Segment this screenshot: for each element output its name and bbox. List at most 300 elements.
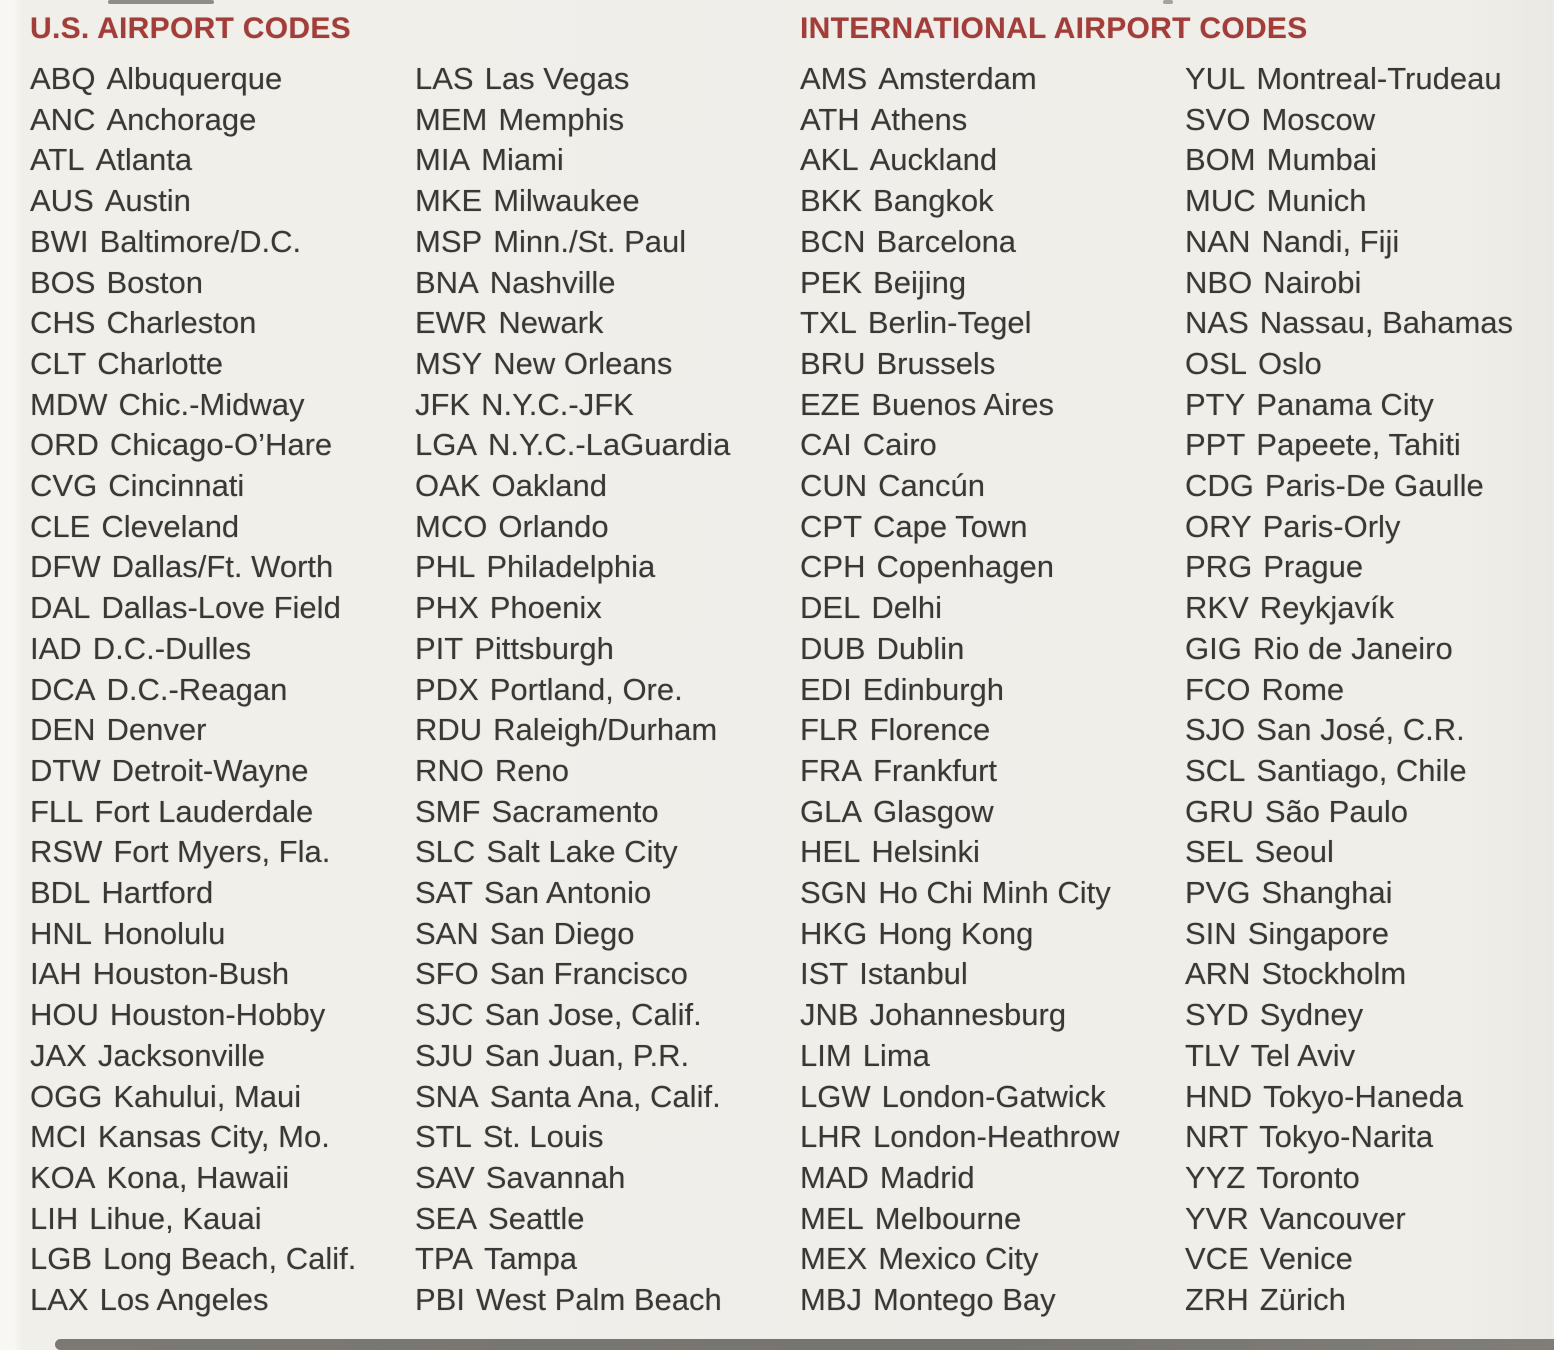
airport-city: Detroit-Wayne bbox=[111, 752, 309, 788]
airport-city: Helsinki bbox=[871, 834, 980, 870]
airport-entry bbox=[30, 263, 415, 304]
airport-city: Houston-Bush bbox=[92, 956, 290, 992]
airport-code: FRA bbox=[800, 752, 862, 788]
airport-entry bbox=[800, 1036, 1185, 1077]
airport-code: SGN bbox=[800, 875, 868, 911]
airport-entry bbox=[1185, 1117, 1554, 1158]
airport-code: TLV bbox=[1185, 1037, 1240, 1073]
airport-city: West Palm Beach bbox=[475, 1282, 722, 1318]
airport-entry bbox=[800, 629, 1185, 670]
airport-entry bbox=[30, 1199, 415, 1240]
airport-city: Boston bbox=[106, 264, 203, 300]
airport-city: Charleston bbox=[106, 305, 257, 341]
airport-entry bbox=[30, 385, 415, 426]
airport-code: SAN bbox=[415, 915, 479, 951]
airport-entry bbox=[30, 873, 415, 914]
airport-city: Raleigh/Durham bbox=[493, 712, 718, 748]
airport-city: Tel Aviv bbox=[1250, 1037, 1356, 1073]
section-title-us: U.S. AIRPORT CODES bbox=[30, 12, 351, 45]
airport-code: DCA bbox=[30, 671, 96, 707]
airport-city: Toronto bbox=[1256, 1159, 1360, 1195]
airport-entry bbox=[415, 588, 800, 629]
airport-city: Phoenix bbox=[489, 590, 602, 626]
airport-code: MCO bbox=[415, 508, 488, 544]
airport-code: LHR bbox=[800, 1119, 863, 1155]
airport-entry bbox=[415, 914, 800, 955]
airport-entry bbox=[1185, 1239, 1554, 1280]
airport-entry bbox=[800, 588, 1185, 629]
airport-code: MAD bbox=[800, 1159, 869, 1195]
airport-code: MEL bbox=[800, 1200, 864, 1236]
airport-code: ORY bbox=[1185, 508, 1252, 544]
airport-code: SVO bbox=[1185, 101, 1251, 137]
airport-entry bbox=[800, 1199, 1185, 1240]
airport-code: MIA bbox=[415, 142, 471, 178]
airport-city: N.Y.C.-JFK bbox=[481, 386, 634, 422]
airport-entry bbox=[30, 588, 415, 629]
airport-city: Istanbul bbox=[859, 956, 968, 992]
airport-entry bbox=[415, 995, 800, 1036]
airport-code: LIH bbox=[30, 1200, 79, 1236]
airport-code: ORD bbox=[30, 427, 99, 463]
airport-code: BDL bbox=[30, 875, 91, 911]
airport-city: San José, C.R. bbox=[1256, 712, 1465, 748]
airport-city: São Paulo bbox=[1264, 793, 1408, 829]
airport-entry bbox=[30, 914, 415, 955]
airport-code: MCI bbox=[30, 1119, 87, 1155]
airport-entry bbox=[800, 344, 1185, 385]
airport-city: San Jose, Calif. bbox=[484, 997, 702, 1033]
airport-entry bbox=[415, 140, 800, 181]
airport-city: D.C.-Reagan bbox=[106, 671, 288, 707]
airport-city: Minn./St. Paul bbox=[493, 223, 687, 259]
airport-entry bbox=[800, 1077, 1185, 1118]
airport-code: PVG bbox=[1185, 875, 1251, 911]
airport-entry bbox=[800, 385, 1185, 426]
airport-city: N.Y.C.-LaGuardia bbox=[488, 427, 731, 463]
airport-entry bbox=[415, 751, 800, 792]
airport-code: LAS bbox=[415, 61, 474, 96]
airport-city: Cancún bbox=[878, 468, 986, 504]
airport-city: Berlin-Tegel bbox=[867, 305, 1032, 341]
airport-entry bbox=[800, 263, 1185, 304]
airport-code: CPT bbox=[800, 508, 862, 544]
airport-city: New Orleans bbox=[493, 345, 673, 381]
airport-entry bbox=[800, 507, 1185, 548]
airport-code: CLT bbox=[30, 345, 87, 381]
airport-entry bbox=[1185, 588, 1554, 629]
airport-entry bbox=[1185, 181, 1554, 222]
airport-entry bbox=[1185, 914, 1554, 955]
airport-city: Santa Ana, Calif. bbox=[489, 1078, 721, 1114]
airport-code: SJU bbox=[415, 1037, 474, 1073]
airport-entry bbox=[800, 1117, 1185, 1158]
airport-code: SNA bbox=[415, 1078, 479, 1114]
airport-code: ATL bbox=[30, 142, 85, 178]
airport-entry bbox=[415, 873, 800, 914]
airport-city: Long Beach, Calif. bbox=[103, 1241, 357, 1277]
airport-entry bbox=[30, 59, 415, 100]
airport-city: Cape Town bbox=[873, 508, 1028, 544]
airport-entry bbox=[30, 344, 415, 385]
airport-code: OAK bbox=[415, 468, 481, 504]
airport-city: Hong Kong bbox=[878, 915, 1034, 951]
airport-city: Philadelphia bbox=[486, 549, 656, 585]
airport-city: Nassau, Bahamas bbox=[1259, 305, 1514, 341]
airport-entry bbox=[1185, 710, 1554, 751]
airport-entry bbox=[800, 1280, 1185, 1321]
airport-entry bbox=[30, 1239, 415, 1280]
airport-code: DFW bbox=[30, 549, 101, 585]
airport-city: D.C.-Dulles bbox=[92, 630, 252, 666]
airport-city: Tokyo-Haneda bbox=[1263, 1078, 1464, 1114]
airport-code: LAX bbox=[30, 1282, 89, 1318]
airport-city: Hartford bbox=[101, 875, 214, 911]
airport-code: TPA bbox=[415, 1241, 473, 1277]
airport-city: Chicago-O’Hare bbox=[109, 427, 333, 463]
airport-city: St. Louis bbox=[482, 1119, 604, 1155]
airport-entry bbox=[415, 832, 800, 873]
airport-city: Portland, Ore. bbox=[489, 671, 683, 707]
airport-code: FCO bbox=[1185, 671, 1251, 707]
airport-entry bbox=[415, 954, 800, 995]
airport-entry bbox=[800, 995, 1185, 1036]
airport-city: Newark bbox=[498, 305, 604, 341]
airport-code: NRT bbox=[1185, 1119, 1249, 1155]
airport-code: ABQ bbox=[30, 61, 96, 96]
airport-code: GRU bbox=[1185, 793, 1254, 829]
airport-city: Amsterdam bbox=[878, 61, 1037, 96]
airport-code: SAV bbox=[415, 1159, 475, 1195]
airport-city: Buenos Aires bbox=[871, 386, 1054, 422]
airport-code: VCE bbox=[1185, 1241, 1249, 1277]
airport-city: Athens bbox=[870, 101, 968, 137]
airport-city: Venice bbox=[1259, 1241, 1353, 1277]
airport-code: SAT bbox=[415, 875, 473, 911]
airport-entry bbox=[415, 344, 800, 385]
airport-city: Auckland bbox=[869, 142, 998, 178]
airport-entry bbox=[1185, 263, 1554, 304]
airport-city: Fort Lauderdale bbox=[94, 793, 314, 829]
airport-code: PRG bbox=[1185, 549, 1253, 585]
airport-code: SCL bbox=[1185, 752, 1246, 788]
airport-entry bbox=[1185, 1280, 1554, 1321]
airport-city: Dallas/Ft. Worth bbox=[111, 549, 334, 585]
airport-entry bbox=[1185, 1199, 1554, 1240]
airport-city: Cleveland bbox=[101, 508, 240, 544]
airport-city: Milwaukee bbox=[493, 183, 640, 219]
airport-entry bbox=[800, 914, 1185, 955]
airport-city: Lima bbox=[862, 1037, 930, 1073]
airport-code: DUB bbox=[800, 630, 866, 666]
airport-city: Reno bbox=[494, 752, 569, 788]
airport-code: RSW bbox=[30, 834, 103, 870]
airport-entry bbox=[800, 1158, 1185, 1199]
section-international-airport-codes bbox=[770, 0, 1554, 1350]
airport-city: Ho Chi Minh City bbox=[878, 875, 1111, 911]
airport-entry bbox=[30, 710, 415, 751]
airport-code: BKK bbox=[800, 183, 863, 219]
airport-code: CAI bbox=[800, 427, 852, 463]
airport-code: DAL bbox=[30, 590, 91, 626]
airport-city: Charlotte bbox=[97, 345, 224, 381]
airport-city: Oslo bbox=[1258, 345, 1322, 381]
airport-city: Sacramento bbox=[491, 793, 659, 829]
airport-entry bbox=[30, 1117, 415, 1158]
airport-code: EDI bbox=[800, 671, 852, 707]
airport-code: JAX bbox=[30, 1037, 87, 1073]
airport-code: BWI bbox=[30, 223, 89, 259]
airport-entry bbox=[800, 547, 1185, 588]
airport-city: Edinburgh bbox=[862, 671, 1005, 707]
airport-entry bbox=[1185, 344, 1554, 385]
airport-entry bbox=[1185, 547, 1554, 588]
international-code-list-1 bbox=[800, 59, 1185, 1321]
airport-entry bbox=[30, 100, 415, 141]
airport-code: FLL bbox=[30, 793, 84, 829]
airport-entry bbox=[415, 59, 800, 100]
airport-entry bbox=[1185, 507, 1554, 548]
airport-city: Sydney bbox=[1259, 997, 1364, 1033]
airport-city: Lihue, Kauai bbox=[89, 1200, 262, 1236]
airport-entry bbox=[1185, 873, 1554, 914]
airport-city: Nashville bbox=[489, 264, 616, 300]
airport-city: Madrid bbox=[879, 1159, 975, 1195]
us-code-list-2 bbox=[415, 59, 800, 1321]
airport-entry bbox=[415, 1158, 800, 1199]
airport-city: Cairo bbox=[862, 427, 937, 463]
airport-city: San Francisco bbox=[489, 956, 688, 992]
airport-code: CDG bbox=[1185, 468, 1254, 504]
airport-city: Denver bbox=[106, 712, 207, 748]
airport-entry bbox=[1185, 385, 1554, 426]
airport-code: PTY bbox=[1185, 386, 1246, 422]
airport-code: BRU bbox=[800, 345, 866, 381]
airport-entry bbox=[30, 507, 415, 548]
airport-city: Vancouver bbox=[1259, 1200, 1406, 1236]
airport-code: HOU bbox=[30, 997, 99, 1033]
airport-code: BOS bbox=[30, 264, 96, 300]
airport-entry bbox=[800, 140, 1185, 181]
airport-entry bbox=[800, 303, 1185, 344]
airport-entry bbox=[1185, 1158, 1554, 1199]
airport-entry bbox=[30, 181, 415, 222]
airport-city: Paris-De Gaulle bbox=[1264, 468, 1484, 504]
airport-city: Austin bbox=[104, 183, 191, 219]
airport-entry bbox=[415, 1036, 800, 1077]
airport-city: Beijing bbox=[873, 264, 967, 300]
airport-entry bbox=[1185, 466, 1554, 507]
airport-city: Jacksonville bbox=[97, 1037, 265, 1073]
airport-code: ZRH bbox=[1185, 1282, 1249, 1318]
airport-city: Mumbai bbox=[1266, 142, 1377, 178]
airport-code: PHX bbox=[415, 590, 479, 626]
airport-city: Glasgow bbox=[873, 793, 994, 829]
airport-code: EWR bbox=[415, 305, 488, 341]
airport-code: AMS bbox=[800, 61, 868, 96]
airport-city: Moscow bbox=[1261, 101, 1376, 137]
airport-entry bbox=[1185, 222, 1554, 263]
airport-city: Copenhagen bbox=[876, 549, 1055, 585]
airport-code: HNL bbox=[30, 915, 93, 951]
airport-city: Kona, Hawaii bbox=[106, 1159, 290, 1195]
airport-entry bbox=[1185, 832, 1554, 873]
airport-code: JNB bbox=[800, 997, 859, 1033]
airport-entry bbox=[415, 222, 800, 263]
airport-code: STL bbox=[415, 1119, 472, 1155]
airport-entry bbox=[415, 629, 800, 670]
airport-city: Kahului, Maui bbox=[113, 1078, 302, 1114]
airport-code: MSY bbox=[415, 345, 483, 381]
airport-city: Montreal-Trudeau bbox=[1256, 61, 1502, 96]
airport-city: Panama City bbox=[1256, 386, 1434, 422]
airport-entry bbox=[1185, 954, 1554, 995]
airport-city: Munich bbox=[1266, 183, 1367, 219]
airport-entry bbox=[800, 751, 1185, 792]
airport-entry bbox=[1185, 100, 1554, 141]
airport-entry bbox=[1185, 59, 1554, 100]
section-title-international: INTERNATIONAL AIRPORT CODES bbox=[800, 12, 1308, 45]
airport-city: San Diego bbox=[489, 915, 635, 951]
airport-code: YYZ bbox=[1185, 1159, 1246, 1195]
international-code-list-2 bbox=[1185, 59, 1554, 1321]
airport-entry bbox=[30, 1077, 415, 1118]
international-columns bbox=[800, 59, 1554, 1321]
airport-city: Bangkok bbox=[873, 183, 994, 219]
airport-code: BCN bbox=[800, 223, 866, 259]
airport-entry bbox=[30, 954, 415, 995]
airport-entry bbox=[1185, 629, 1554, 670]
airport-code: SEL bbox=[1185, 834, 1244, 870]
airport-entry bbox=[800, 832, 1185, 873]
airport-code: MUC bbox=[1185, 183, 1256, 219]
airport-code: BOM bbox=[1185, 142, 1256, 178]
airport-city: Johannesburg bbox=[869, 997, 1067, 1033]
airport-entry bbox=[800, 100, 1185, 141]
airport-code: OGG bbox=[30, 1078, 103, 1114]
airport-entry bbox=[1185, 140, 1554, 181]
airport-code: YUL bbox=[1185, 61, 1246, 96]
airport-code: SFO bbox=[415, 956, 479, 992]
airport-entry bbox=[30, 1158, 415, 1199]
airport-city: Santiago, Chile bbox=[1256, 752, 1467, 788]
airport-city: Baltimore/D.C. bbox=[99, 223, 302, 259]
airport-city: Nandi, Fiji bbox=[1261, 223, 1400, 259]
airport-code: MSP bbox=[415, 223, 483, 259]
airport-code: AKL bbox=[800, 142, 859, 178]
airport-code: TXL bbox=[800, 305, 857, 341]
airport-city: Kansas City, Mo. bbox=[97, 1119, 330, 1155]
airport-city: London-Heathrow bbox=[873, 1119, 1120, 1155]
airport-code: DEN bbox=[30, 712, 96, 748]
airport-city: Anchorage bbox=[106, 101, 257, 137]
airport-code: IST bbox=[800, 956, 849, 992]
airport-entry bbox=[1185, 792, 1554, 833]
airport-city: Dublin bbox=[876, 630, 965, 666]
airport-city: Stockholm bbox=[1261, 956, 1407, 992]
airport-code: SEA bbox=[415, 1200, 478, 1236]
airport-entry bbox=[800, 425, 1185, 466]
airport-city: Paris-Orly bbox=[1262, 508, 1401, 544]
airport-city: Rio de Janeiro bbox=[1252, 630, 1453, 666]
airport-city: San Juan, P.R. bbox=[484, 1037, 690, 1073]
airport-code: GLA bbox=[800, 793, 863, 829]
airport-code: PDX bbox=[415, 671, 479, 707]
airport-city: Los Angeles bbox=[99, 1282, 269, 1318]
airport-entry bbox=[415, 1077, 800, 1118]
airport-code: KOA bbox=[30, 1159, 96, 1195]
airport-entry bbox=[1185, 751, 1554, 792]
airport-entry bbox=[415, 181, 800, 222]
airport-city: Reykjavík bbox=[1259, 590, 1395, 626]
airport-entry bbox=[800, 1239, 1185, 1280]
airport-city: Brussels bbox=[876, 345, 996, 381]
airport-entry bbox=[415, 303, 800, 344]
airport-city: London-Gatwick bbox=[881, 1078, 1106, 1114]
airport-city: Shanghai bbox=[1261, 875, 1393, 911]
airport-entry bbox=[800, 670, 1185, 711]
airport-entry bbox=[30, 670, 415, 711]
airport-entry bbox=[30, 751, 415, 792]
airport-city: Mexico City bbox=[878, 1241, 1039, 1277]
airport-entry bbox=[415, 1117, 800, 1158]
airport-code: MEX bbox=[800, 1241, 868, 1277]
airport-code: DTW bbox=[30, 752, 101, 788]
airport-code: JFK bbox=[415, 386, 471, 422]
airport-code: SMF bbox=[415, 793, 481, 829]
airport-code: CVG bbox=[30, 468, 98, 504]
airport-code: NAS bbox=[1185, 305, 1249, 341]
airport-entry bbox=[800, 710, 1185, 751]
airport-entry bbox=[30, 629, 415, 670]
airport-entry bbox=[30, 792, 415, 833]
airport-city: Seattle bbox=[488, 1200, 585, 1236]
airport-entry bbox=[1185, 1036, 1554, 1077]
airport-city: Honolulu bbox=[103, 915, 226, 951]
airport-code: SLC bbox=[415, 834, 476, 870]
airport-city: Atlanta bbox=[95, 142, 193, 178]
airport-entry bbox=[415, 792, 800, 833]
airport-city: Memphis bbox=[498, 101, 625, 137]
airport-code: SJO bbox=[1185, 712, 1246, 748]
airport-code: PHL bbox=[415, 549, 476, 585]
airport-entry bbox=[1185, 670, 1554, 711]
airport-code: MEM bbox=[415, 101, 488, 137]
airport-code: NBO bbox=[1185, 264, 1253, 300]
scan-artifact-bottom-edge bbox=[55, 1339, 1554, 1350]
airport-city: Dallas-Love Field bbox=[101, 590, 341, 626]
airport-entry bbox=[415, 263, 800, 304]
airport-code: AUS bbox=[30, 183, 94, 219]
airport-entry bbox=[30, 466, 415, 507]
airport-code: IAH bbox=[30, 956, 82, 992]
airport-entry bbox=[30, 1036, 415, 1077]
airport-entry bbox=[415, 466, 800, 507]
airport-code: RKV bbox=[1185, 590, 1249, 626]
airport-entry bbox=[415, 1239, 800, 1280]
airport-city: Oakland bbox=[491, 468, 607, 504]
airport-city: Prague bbox=[1263, 549, 1364, 585]
airport-city: Rome bbox=[1261, 671, 1345, 707]
airport-code: PPT bbox=[1185, 427, 1246, 463]
airport-city: Papeete, Tahiti bbox=[1256, 427, 1461, 463]
airport-city: Singapore bbox=[1247, 915, 1390, 951]
airport-city: Fort Myers, Fla. bbox=[113, 834, 331, 870]
airport-entry bbox=[800, 222, 1185, 263]
airport-code: HEL bbox=[800, 834, 861, 870]
airport-code: HKG bbox=[800, 915, 868, 951]
airport-code: EZE bbox=[800, 386, 861, 422]
